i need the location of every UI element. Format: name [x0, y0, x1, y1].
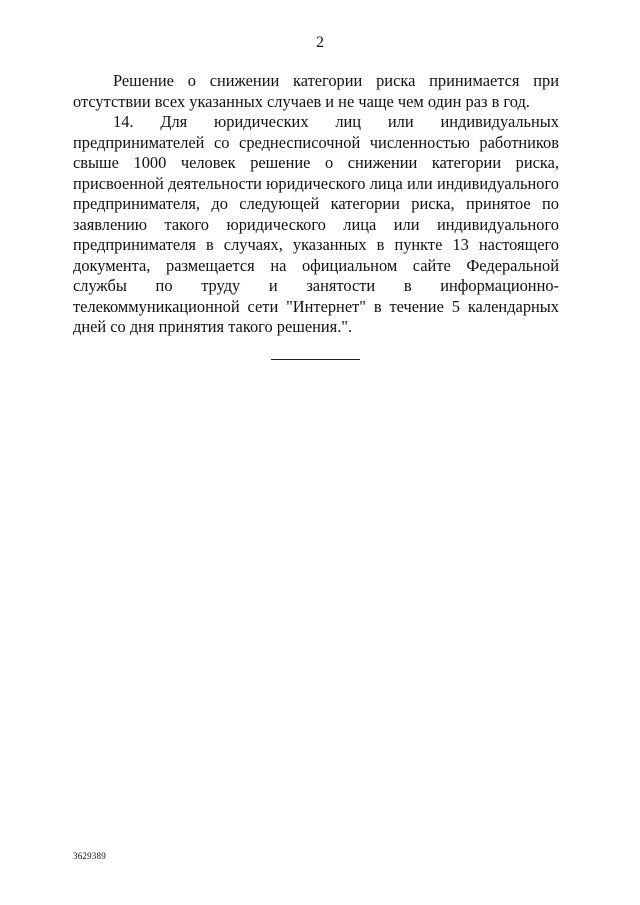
page-number: 2: [316, 34, 324, 51]
paragraph-item-14: 14. Для юридических лиц или индивидуальных предпринимателей со среднесписочной численностью работников свыше 1000 человек решение о снижении категории риска, присвоенной деятельности юридического лица или индивидуального предпринимателя, до следующей категории риска, принятое по заявлению такого юридического лица или индивидуального предпринимателя в случаях, указанных в пункте 13 настоящего документа, размещается на официальном сайте Федеральной службы по труду и занятости в информационно-телекоммуникационной сети "Интернет" в течение 5 календарных дней со дня принятия такого решения.".: [73, 112, 559, 336]
paragraph-risk-decision: Решение о снижении категории риска принимается при отсутствии всех указанных случаев и не чаще чем один раз в год.: [73, 71, 559, 111]
end-of-text-divider: [271, 359, 360, 360]
document-code: 3629389: [73, 851, 106, 861]
document-body: [73, 71, 559, 338]
